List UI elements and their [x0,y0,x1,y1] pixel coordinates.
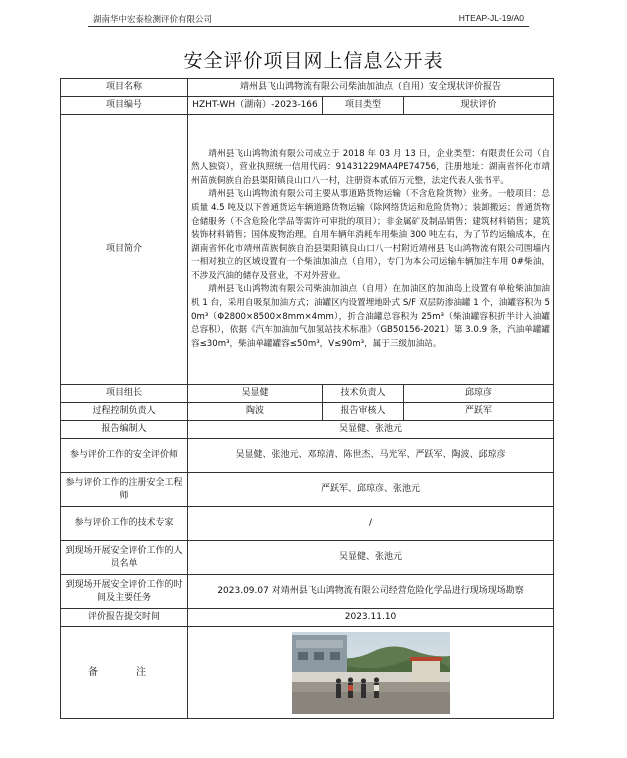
header-divider [88,26,529,27]
site-time-value: 2023.09.07 对靖州县飞山鸿物流有限公司经营危险化学品进行现场现场勘察 [188,575,554,609]
row-intro [61,115,554,385]
intro-paragraph-2: 靖州县飞山鸿物流有限公司主要从事道路货物运输（不含危险货物）业务。一般项目：总质量 4.5 吨及以下普通货运车辆道路货物运输（除网络货运和危险货物）；装卸搬运；普通货物仓储服务（不含危险化学品等需许可审批的项目）；非金属矿及制品销售；建筑材料销售；建筑装饰材料销售；国体废物治理。自用车辆年消耗车用柴油 300 吨左右，为了节约运输成本，在湖南省怀化市靖州苗族侗族自治县渠阳镇良山口八一村附近靖州县飞山鸿物流有限公司围墙内一相对独立的区域设置有一个柴油加油点（自用），专门为本公司运输车辆加注车用 0#柴油，不涉及汽油的储存及营业，不对外营业。 [191,189,551,281]
project-type-value: 现状评价 [404,97,554,115]
header-doc-code: HTEAP-JL-19/A0 [458,13,524,23]
evaluators-value: 吴显健、张池元、邓琼清、陈世杰、马光军、严跃军、陶波、邱琼彦 [188,439,554,473]
tech-lead-label: 技术负责人 [323,385,404,403]
row-engineers [61,473,554,507]
process-value: 陶波 [188,403,323,421]
engineers-label: 参与评价工作的注册安全工程师 [61,473,188,507]
project-name-label: 项目名称 [61,79,188,97]
tech-lead-value: 邱琼彦 [404,385,554,403]
leader-value: 吴显健 [188,385,323,403]
row-experts [61,507,554,541]
row-project-no [61,97,554,115]
reviewer-value: 严跃军 [404,403,554,421]
site-people-value: 吴显健、张池元 [188,541,554,575]
project-no-value: HZHT-WH（湖南）-2023-166 [188,97,323,115]
project-name-value: 靖州县飞山鸿物流有限公司柴油加油点（自用）安全现状评价报告 [188,79,554,97]
engineers-value: 严跃军、邱琼彦、张池元 [188,473,554,507]
evaluators-label: 参与评价工作的安全评价师 [61,439,188,473]
remark-value [188,627,554,719]
remark-label-text: 备 注 [88,666,160,678]
site-photo-wrap [191,629,550,717]
site-photo [292,632,450,714]
row-submit [61,609,554,627]
row-writer [61,421,554,439]
writer-value: 吴显健、张池元 [188,421,554,439]
page-title: 安全评价项目网上信息公开表 [183,50,444,72]
header-company: 湖南华中宏泰检测评价有限公司 [93,15,213,25]
submit-value: 2023.11.10 [188,609,554,627]
reviewer-label: 报告审核人 [323,403,404,421]
row-site-people [61,541,554,575]
info-table [60,78,554,719]
remark-label [61,627,188,719]
row-process [61,403,554,421]
process-label: 过程控制负责人 [61,403,188,421]
intro-paragraph-1: 靖州县飞山鸿物流有限公司成立于 2018 年 03 月 13 日，企业类型：有限责任公司（自然人独资），营业执照统一信用代码：91431229MA4PE74756，注册地址：湖南省怀化市靖州苗族侗族自治县渠阳镇良山口八一村，注册资本贰佰万元整，法定代表人张书平。 [191,148,551,186]
project-type-label: 项目类型 [323,97,404,115]
site-photo-image [292,632,450,714]
row-site-time [61,575,554,609]
leader-label: 项目组长 [61,385,188,403]
intro-text [188,115,554,385]
writer-label: 报告编制人 [61,421,188,439]
intro-label: 项目简介 [61,115,188,385]
experts-value: / [188,507,554,541]
intro-paragraph-3: 靖州县飞山鸿物流有限公司柴油加油点（自用）在加油区的加油岛上设置有单枪柴油加油机 1 台，采用自吸泵加油方式；油罐区内设置埋地卧式 S/F 双层防渗油罐 1 个，油罐容积为 50m³（Φ2800×8500×8mm×4mm），折合油罐总容积为 25m³（柴油罐容积折半计入油罐总容积），依据《汽车加油加气加氢站技术标准》（GB50156-2021）第 3.0.9 条，汽油单罐罐容≤30m³，柴油单罐罐容≤50m³，V≤90m³，属于三级加油站。 [191,284,551,349]
project-no-label: 项目编号 [61,97,188,115]
site-time-label: 到现场开展安全评价工作的时间及主要任务 [61,575,188,609]
row-remark [61,627,554,719]
row-leader [61,385,554,403]
site-people-label: 到现场开展安全评价工作的人员名单 [61,541,188,575]
row-evaluators [61,439,554,473]
experts-label: 参与评价工作的技术专家 [61,507,188,541]
row-project-name [61,79,554,97]
submit-label: 评价报告提交时间 [61,609,188,627]
